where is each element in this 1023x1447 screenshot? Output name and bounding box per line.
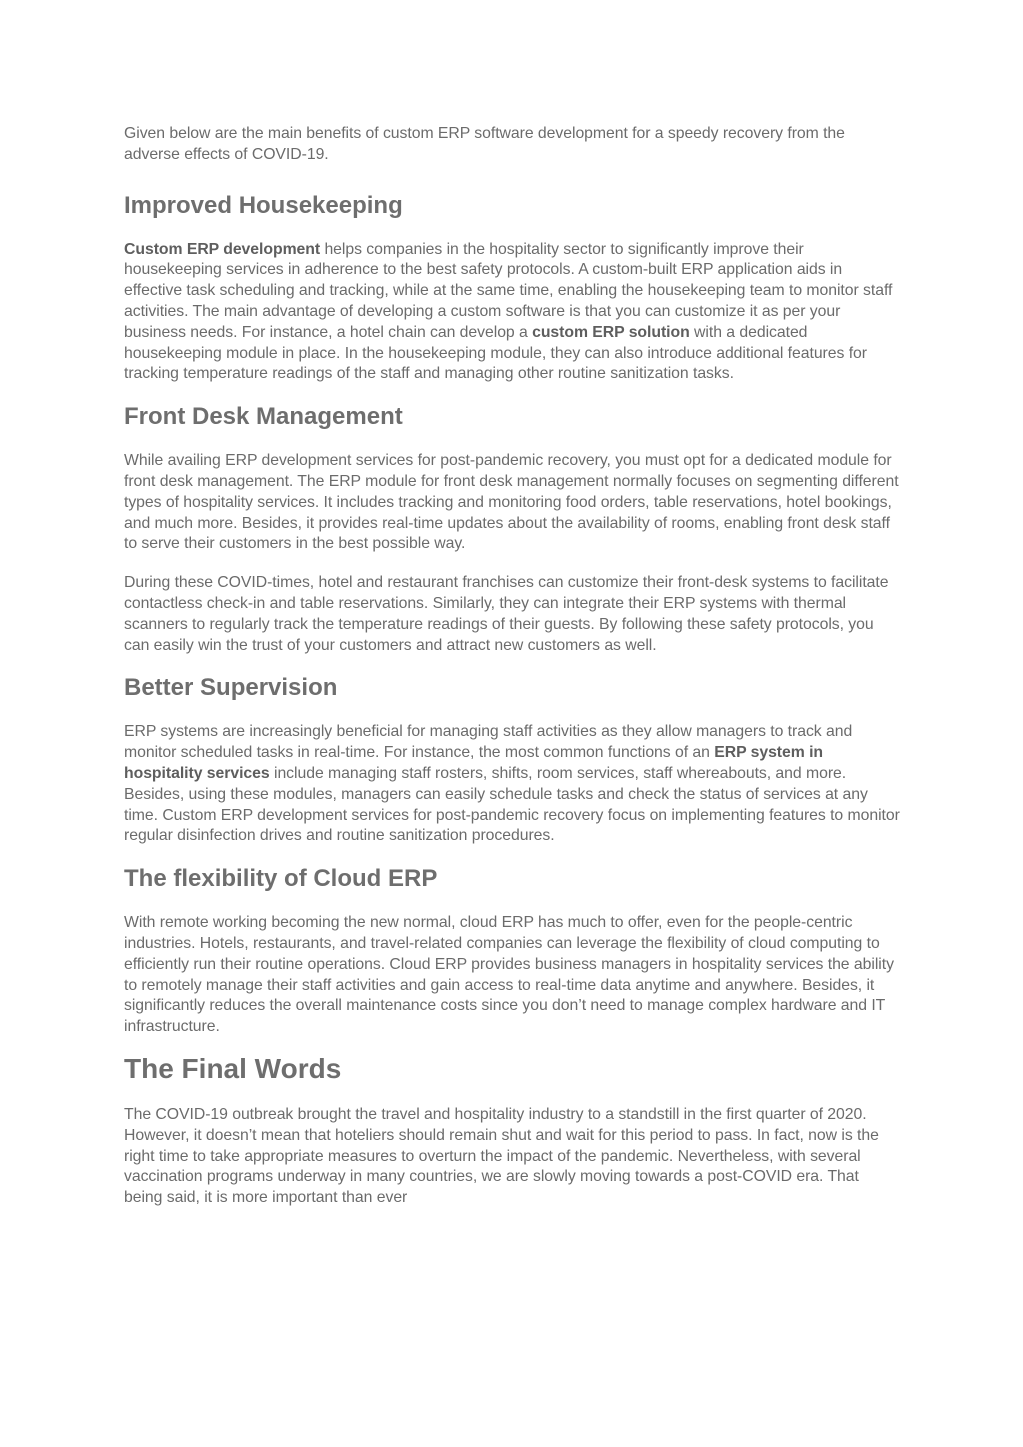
heading-front-desk-management: Front Desk Management xyxy=(124,403,403,431)
paragraph-housekeeping: Custom ERP development helps companies in the hospitality sector to significantly improve their housekeeping services in adherence to the best safety protocols. A custom-built ERP application aids in effective task scheduling and tracking, while at the same time, enabling the housekeeping team to monitor staff activities. The main advantage of developing a custom software is that you can customize it as per your business needs. For instance, a hotel chain can develop a custom ERP solution with a dedicated housekeeping module in place. In the housekeeping module, they can also introduce additional features for tracking temperature readings of the staff and managing other routine sanitization tasks. xyxy=(124,240,893,383)
paragraph-final-words: The COVID-19 outbreak brought the travel and hospitality industry to a standstill in the first quarter of 2020. However, it doesn’t mean that hoteliers should remain shut and wait for this period to pass. In fact, now is the right time to take appropriate measures to overturn the impact of the pandemic. Nevertheless, with several vaccination programs underway in many countries, we are slowly moving towards a post-COVID era. That being said, it is more important than ever xyxy=(124,1105,879,1207)
paragraph-cloud-erp: With remote working becoming the new normal, cloud ERP has much to offer, even for the people-centric industries. Hotels, restaurants, and travel-related companies can leverage the flexibility of cloud computing to efficiently run their routine operations. Cloud ERP provides business managers in hospitality services the ability to remotely manage their staff activities and gain access to real-time data anytime and anywhere. Besides, it significantly reduces the overall maintenance costs since you don’t need to manage complex hardware and IT infrastructure. xyxy=(124,914,894,1036)
bold-custom-erp-development: Custom ERP development xyxy=(124,240,321,258)
heading-final-words: The Final Words xyxy=(124,1052,342,1084)
bold-erp-system-hospitality: ERP system in hospitality services xyxy=(124,744,824,782)
bold-custom-erp-solution: custom ERP solution xyxy=(532,323,690,341)
heading-better-supervision: Better Supervision xyxy=(124,674,338,702)
intro-paragraph: Given below are the main benefits of custom ERP software development for a speedy recovery from the adverse effects of COVID-19. xyxy=(124,125,845,163)
paragraph-front-desk-1: While availing ERP development services for post-pandemic recovery, you must opt for a dedicated module for front desk management. The ERP module for front desk management normally focuses on segmenting different types of hospitality services. It includes tracking and monitoring food orders, table reservations, hotel bookings, and much more. Besides, it provides real-time updates about the availability of rooms, enabling front desk staff to serve their customers in the best possible way. xyxy=(124,452,899,553)
document-page xyxy=(124,124,900,1209)
heading-improved-housekeeping: Improved Housekeeping xyxy=(124,191,403,219)
heading-cloud-erp: The flexibility of Cloud ERP xyxy=(124,865,438,893)
paragraph-front-desk-2: During these COVID-times, hotel and restaurant franchises can customize their front-desk systems to facilitate contactless check-in and table reservations. Similarly, they can integrate their ERP systems with thermal scanners to regularly track the temperature readings of their guests. By following these safety protocols, you can easily win the trust of your customers and attract new customers as well. xyxy=(124,574,889,654)
paragraph-supervision: ERP systems are increasingly beneficial for managing staff activities as they allow managers to track and monitor scheduled tasks in real-time. For instance, the most common functions of an ERP system in hospitality services include managing staff rosters, shifts, room services, staff whereabouts, and more. Besides, using these modules, managers can easily schedule tasks and check the status of services at any time. Custom ERP development services for post-pandemic recovery focus on implementing features to monitor regular disinfection drives and routine sanitization procedures. xyxy=(124,723,900,845)
